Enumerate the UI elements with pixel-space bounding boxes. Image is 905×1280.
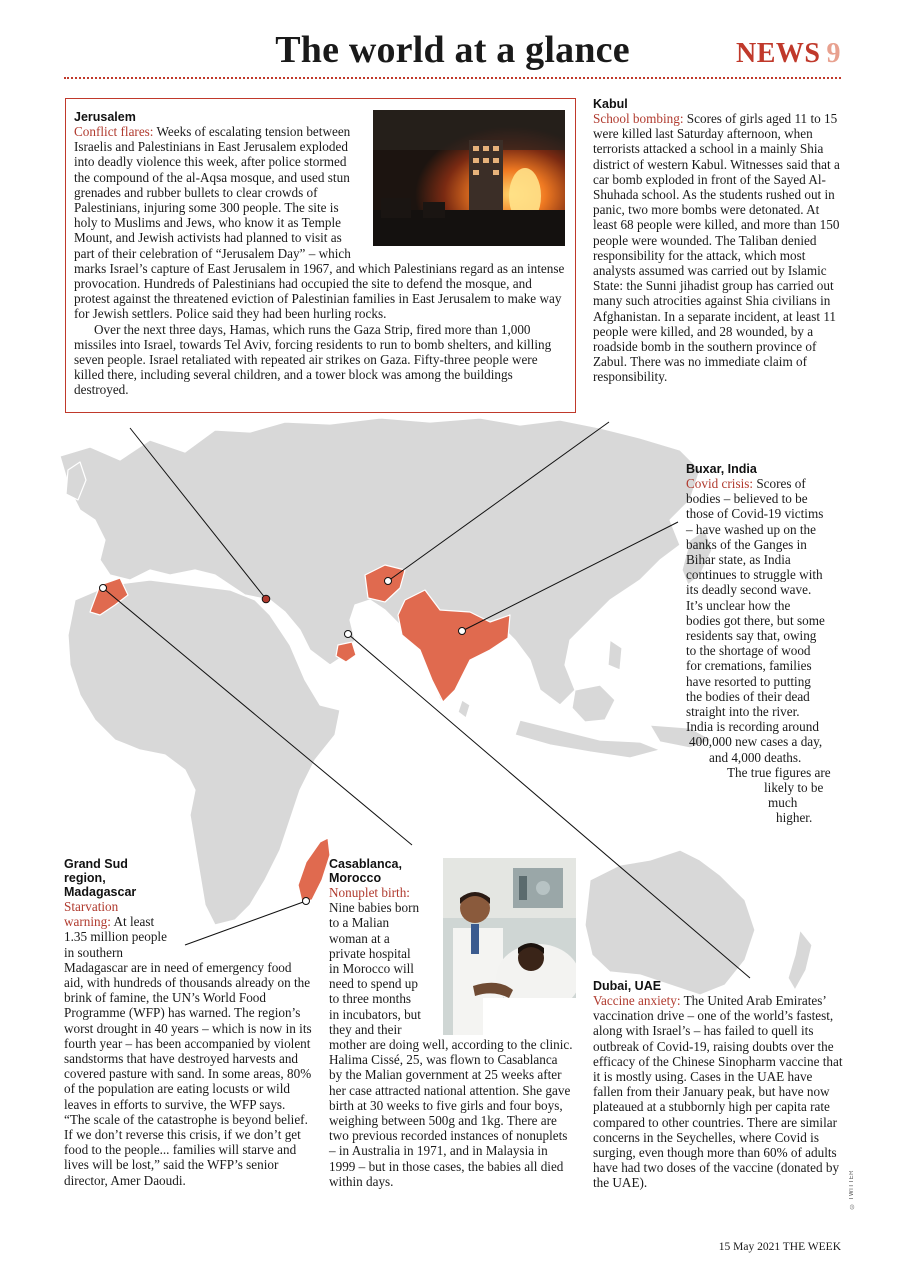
srilanka-land bbox=[458, 700, 470, 718]
buxar-lead: Covid crisis: bbox=[686, 476, 754, 491]
marker-dubai bbox=[345, 631, 352, 638]
jerusalem-paragraph-2: Over the next three days, Hamas, which runs the Gaza Strip, fired more than 1,000 missiles into Israel, towards Tel Aviv, forcing residents to run to bomb shelters, and killing seven people. Israel retaliated with repeated air strikes on Gaza. Fifty-three people were killed there, including several children, and a tower block was among the buildings destroyed. bbox=[74, 321, 552, 398]
casablanca-heading: Casablanca, bbox=[329, 857, 402, 871]
casablanca-text: mother are doing well, according to the clinic. Halima Cissé, 25, was flown to Casablanca by the Malian government at 25 weeks after her case attracted national attention. She gave birth at 30 weeks to five girls and four boys, weighing between 500g and 1kg. There are two previous recorded instances of nonuplets – in Australia in 1971, and in Malaysia in 1999 – but in those cases, the babies all died within days. bbox=[329, 1037, 573, 1189]
kabul-lead: School bombing: bbox=[593, 111, 684, 126]
buxar-line: much bbox=[768, 795, 798, 811]
marker-buxar bbox=[459, 628, 466, 635]
footer bbox=[719, 1241, 841, 1253]
madagascar-lead: warning: bbox=[64, 914, 111, 930]
buxar-line: 400,000 new cases a day, bbox=[689, 734, 823, 750]
marker-casablanca bbox=[100, 585, 107, 592]
casablanca-line: private hospital bbox=[329, 945, 411, 961]
buxar-heading: Buxar, India bbox=[686, 462, 757, 476]
buxar-line-0: Covid crisis: Scores of bbox=[686, 476, 806, 491]
kabul-text: Scores of girls aged 11 to 15 were killed last Saturday afternoon, when terrorists attacked a school in a mainly Shia district of western Kabul. Witnesses said that a car bomb exploded in front of the Sayed Al-Shuhada school. As the students rushed out in panic, two more bombs were detonated. At least 68 people were killed, and more than 150 people were wounded. The Taliban denied responsibility for the attack, which most analysts assumed was carried out by Islamic State: the Sunni jihadist group has carried out many such atrocities against Shia civilians in Afghanistan. In a separate incident, at least 11 people were killed, and 28 wounded, by a roadside bomb in the southern province of Zabul. There was no immediate claim of responsibility. bbox=[593, 111, 840, 385]
buxar-line: the bodies of their dead bbox=[686, 688, 810, 704]
casablanca-line: to three months bbox=[329, 991, 412, 1007]
jerusalem-text-1: Weeks of escalating tension between Israelis and Palestinians in East Jerusalem exploded into deadly violence this week, after police stormed the compound of the al-Aqsa mosque, and used stun grenades and rubber bullets to clear crowds of Palestinians, injuring some 300 people. The site is holy to Muslims and Jews, who know it as Temple Mount, and Jewish activists had planned to visit as part of their celebration of “Jerusalem Day” – which marks Israel’s capture of East Jerusalem in 1967, and which Palestinians regard as an intense provocation. Hundreds of Palestinians had occupied the site to defend the mosque, and protest against the threatened eviction of Palestinian families in East Jerusalem to make way for Jewish settlers. Police said they had been hurling rocks. bbox=[74, 124, 565, 322]
buxar-line: bodies got there, but some bbox=[686, 612, 825, 628]
publication-name: THE WEEK bbox=[782, 1241, 841, 1253]
buxar-line: residents say that, owing bbox=[686, 628, 817, 644]
madagascar-text: Madagascar are in need of emergency food aid, with hundreds of thousands already on the brink of famine, the UN’s World Food Programme (WFP) has warned. The region’s worst drought in 40 years – which is now in its fourth year – has been accompanied by violent sandstorms that have destroyed harvests and covered pasture with sand. In some areas, 80% of the population are eating locusts or wild leaves in efforts to survive, the WFP says. “The scale of the catastrophe is beyond belief. If we don’t reverse this crisis, if we don’t get food to the people... families will starve and lives will be lost,” said the WFP’s senior director, Amer Daoudi. bbox=[64, 959, 312, 1188]
fire-photo-icon bbox=[373, 110, 565, 246]
buxar-line: It’s unclear how the bbox=[686, 597, 791, 613]
madagascar-lead-line: warning: At least bbox=[64, 914, 155, 930]
buxar-line: and 4,000 deaths. bbox=[709, 749, 802, 765]
buxar-line: The true figures are bbox=[727, 764, 831, 780]
buxar-line: India is recording around bbox=[686, 719, 819, 735]
buxar-line: those of Covid-19 victims bbox=[686, 506, 824, 522]
kabul-story bbox=[593, 97, 843, 385]
casablanca-line: they and their bbox=[329, 1021, 402, 1037]
buxar-line: Bihar state, as India bbox=[686, 552, 791, 568]
madagascar-line: in southern bbox=[64, 944, 123, 960]
casablanca-line: need to spend up bbox=[329, 976, 418, 992]
buxar-line: banks of the Ganges in bbox=[686, 536, 807, 552]
australia-land bbox=[585, 850, 755, 995]
madagascar-story bbox=[64, 857, 314, 1188]
jerusalem-lead: Conflict flares: bbox=[74, 124, 154, 139]
hospital-photo-icon bbox=[443, 858, 576, 1035]
nonuplet-hospital-photo bbox=[443, 858, 576, 1035]
buxar-line: – have washed up on the bbox=[686, 521, 817, 537]
casablanca-lead: Nonuplet birth: bbox=[329, 885, 410, 900]
marker-jerusalem bbox=[262, 595, 270, 603]
philippines-land bbox=[608, 640, 622, 670]
jerusalem-heading: Jerusalem bbox=[74, 110, 136, 124]
dubai-lead: Vaccine anxiety: bbox=[593, 993, 681, 1008]
casablanca-line: Nine babies born bbox=[329, 900, 420, 916]
dubai-story bbox=[593, 979, 843, 1191]
madagascar-heading: region, bbox=[64, 871, 106, 885]
issue-date: 15 May 2021 bbox=[718, 1241, 781, 1253]
buxar-line: continues to struggle with bbox=[686, 567, 823, 583]
indonesia-land bbox=[515, 720, 660, 758]
buxar-line: its deadly second wave. bbox=[686, 582, 812, 598]
buxar-line: to the shortage of wood bbox=[686, 643, 811, 659]
kabul-heading: Kabul bbox=[593, 97, 628, 111]
buxar-story bbox=[686, 462, 856, 826]
casablanca-line: to a Malian bbox=[329, 915, 390, 931]
photo-credit: © TWITTER bbox=[849, 1170, 855, 1209]
page-number: 9 bbox=[826, 38, 841, 69]
buxar-line: higher. bbox=[776, 810, 813, 826]
buxar-line: have resorted to putting bbox=[686, 673, 811, 689]
buxar-line: likely to be bbox=[764, 780, 824, 796]
buxar-line: straight into the river. bbox=[686, 704, 800, 720]
casablanca-heading: Morocco bbox=[329, 871, 382, 885]
dubai-text: The United Arab Emirates’ vaccination drive – one of the world’s fastest, along with Israel’s – has failed to quell its outbreak of Covid-19, raising doubts over the efficacy of the Chinese Sinopharm vaccine that it is mostly using. Cases in the UAE have fallen from their January peak, but have now plateaued at a stubbornly high per capita rate compared to other countries. There are similar concerns in the Seychelles, where Covid is surging, even though more than 60% of adults have had two doses of the vaccine (donated by the UAE). bbox=[593, 993, 843, 1191]
madagascar-heading: Madagascar bbox=[64, 885, 137, 899]
dubai-paragraph bbox=[593, 993, 843, 1191]
madagascar-heading: Grand Sud bbox=[64, 857, 128, 871]
dubai-heading: Dubai, UAE bbox=[593, 979, 662, 993]
casablanca-line: in Morocco will bbox=[329, 961, 414, 977]
page-title: The world at a glance bbox=[275, 29, 630, 71]
casablanca-line: in incubators, but bbox=[329, 1006, 421, 1022]
buxar-line: for cremations, families bbox=[686, 658, 812, 674]
marker-kabul bbox=[385, 578, 392, 585]
jerusalem-story bbox=[65, 98, 576, 413]
jerusalem-fire-photo bbox=[373, 110, 565, 246]
madagascar-lead: Starvation bbox=[64, 899, 119, 914]
kabul-paragraph bbox=[593, 111, 843, 385]
section-name: NEWS bbox=[736, 38, 821, 69]
borneo-land bbox=[572, 685, 615, 722]
madagascar-line: 1.35 million people bbox=[64, 929, 167, 945]
buxar-line: bodies – believed to be bbox=[686, 491, 808, 507]
casablanca-line: woman at a bbox=[329, 930, 390, 946]
